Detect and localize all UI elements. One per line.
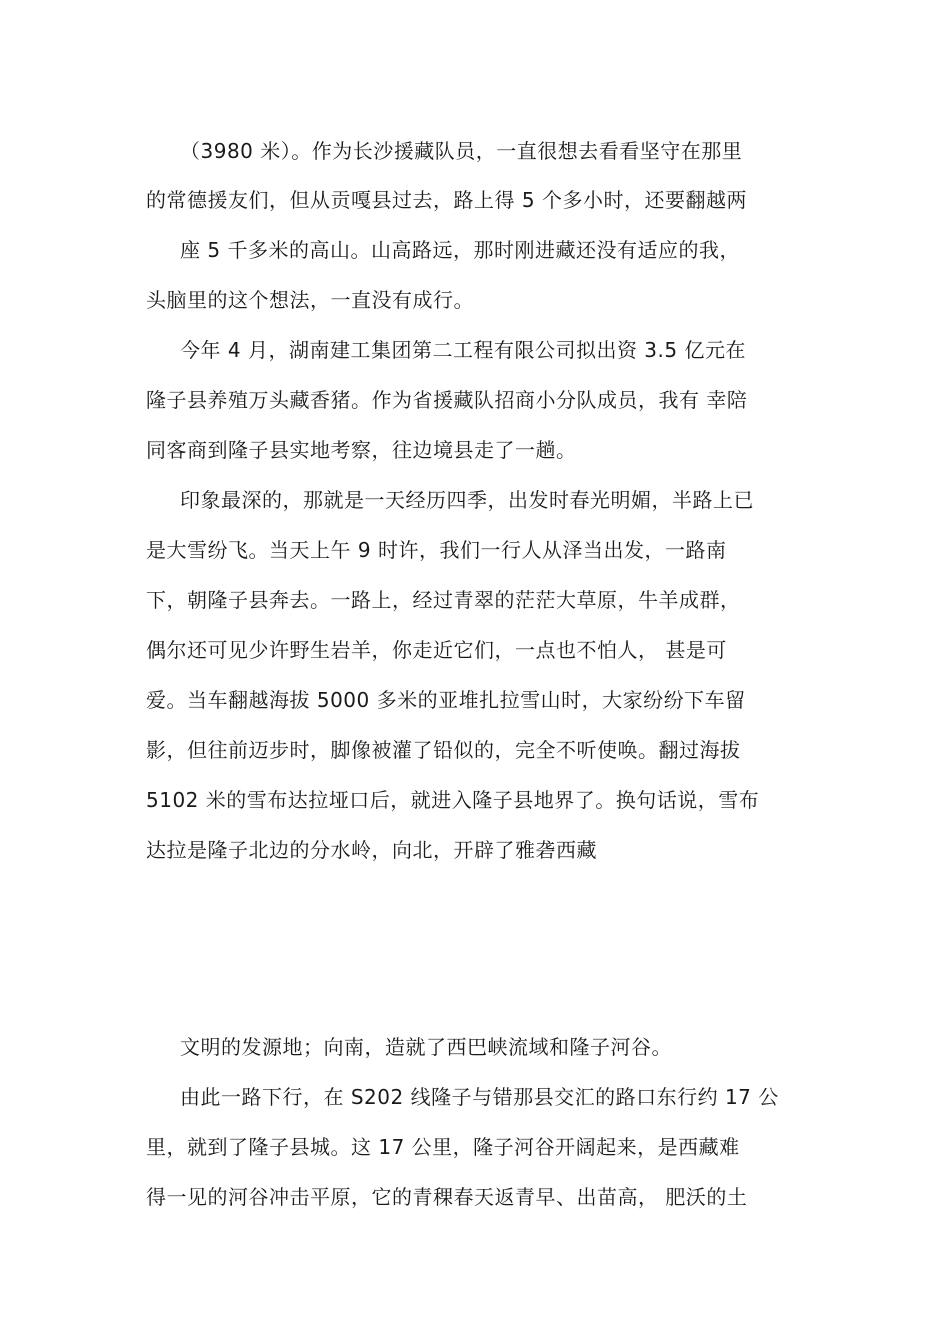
text-line: 座 5 千多米的高山。山高路远，那时刚进藏还没有适应的我， (180, 238, 740, 262)
text-line: 达拉是隆子北边的分水岭，向北，开辟了雅砻西藏 (146, 838, 597, 862)
text-line: 爱。当车翻越海拔 5000 多米的亚堆扎拉雪山时，大家纷纷下车留 (146, 688, 746, 712)
paragraph-first-line: 由此一路下行，在 S202 线隆子与错那县交汇的路口东行约 17 公 (180, 1085, 779, 1109)
text-line: 文明的发源地；向南，造就了西巴峡流域和隆子河谷。 (180, 1035, 672, 1059)
text-line: 同客商到隆子县实地考察，往边境县走了一趟。 (146, 438, 577, 462)
text-line: （3980 米）。作为长沙援藏队员，一直很想去看看坚守在那里 (180, 139, 743, 163)
text-line: 的常德援友们，但从贡嘎县过去，路上得 5 个多小时，还要翻越两 (146, 188, 747, 212)
text-line: 隆子县养殖万头藏香猪。作为省援藏队招商小分队成员，我有 幸陪 (146, 388, 748, 412)
paragraph-first-line: 印象最深的，那就是一天经历四季，出发时春光明媚，半路上已 (180, 488, 754, 512)
text-line: 影，但往前迈步时，脚像被灌了铅似的，完全不听使唤。翻过海拔 (146, 738, 741, 762)
text-line: 5102 米的雪布达拉垭口后，就进入隆子县地界了。换句话说，雪布 (146, 788, 760, 812)
text-line: 里，就到了隆子县城。这 17 公里，隆子河谷开阔起来，是西藏难 (146, 1135, 740, 1159)
text-line: 是大雪纷飞。当天上午 9 时许，我们一行人从泽当出发，一路南 (146, 538, 727, 562)
text-line: 下，朝隆子县奔去。一路上，经过青翠的茫茫大草原，牛羊成群， (146, 588, 741, 612)
text-line: 头脑里的这个想法，一直没有成行。 (146, 288, 474, 312)
text-line: 偶尔还可见少许野生岩羊，你走近它们，一点也不怕人， 甚是可 (146, 638, 727, 662)
text-line: 得一见的河谷冲击平原，它的青稞春天返青早、出苗高， 肥沃的土 (146, 1185, 748, 1209)
paragraph-first-line: 今年 4 月，湖南建工集团第二工程有限公司拟出资 3.5 亿元在 (180, 338, 746, 362)
